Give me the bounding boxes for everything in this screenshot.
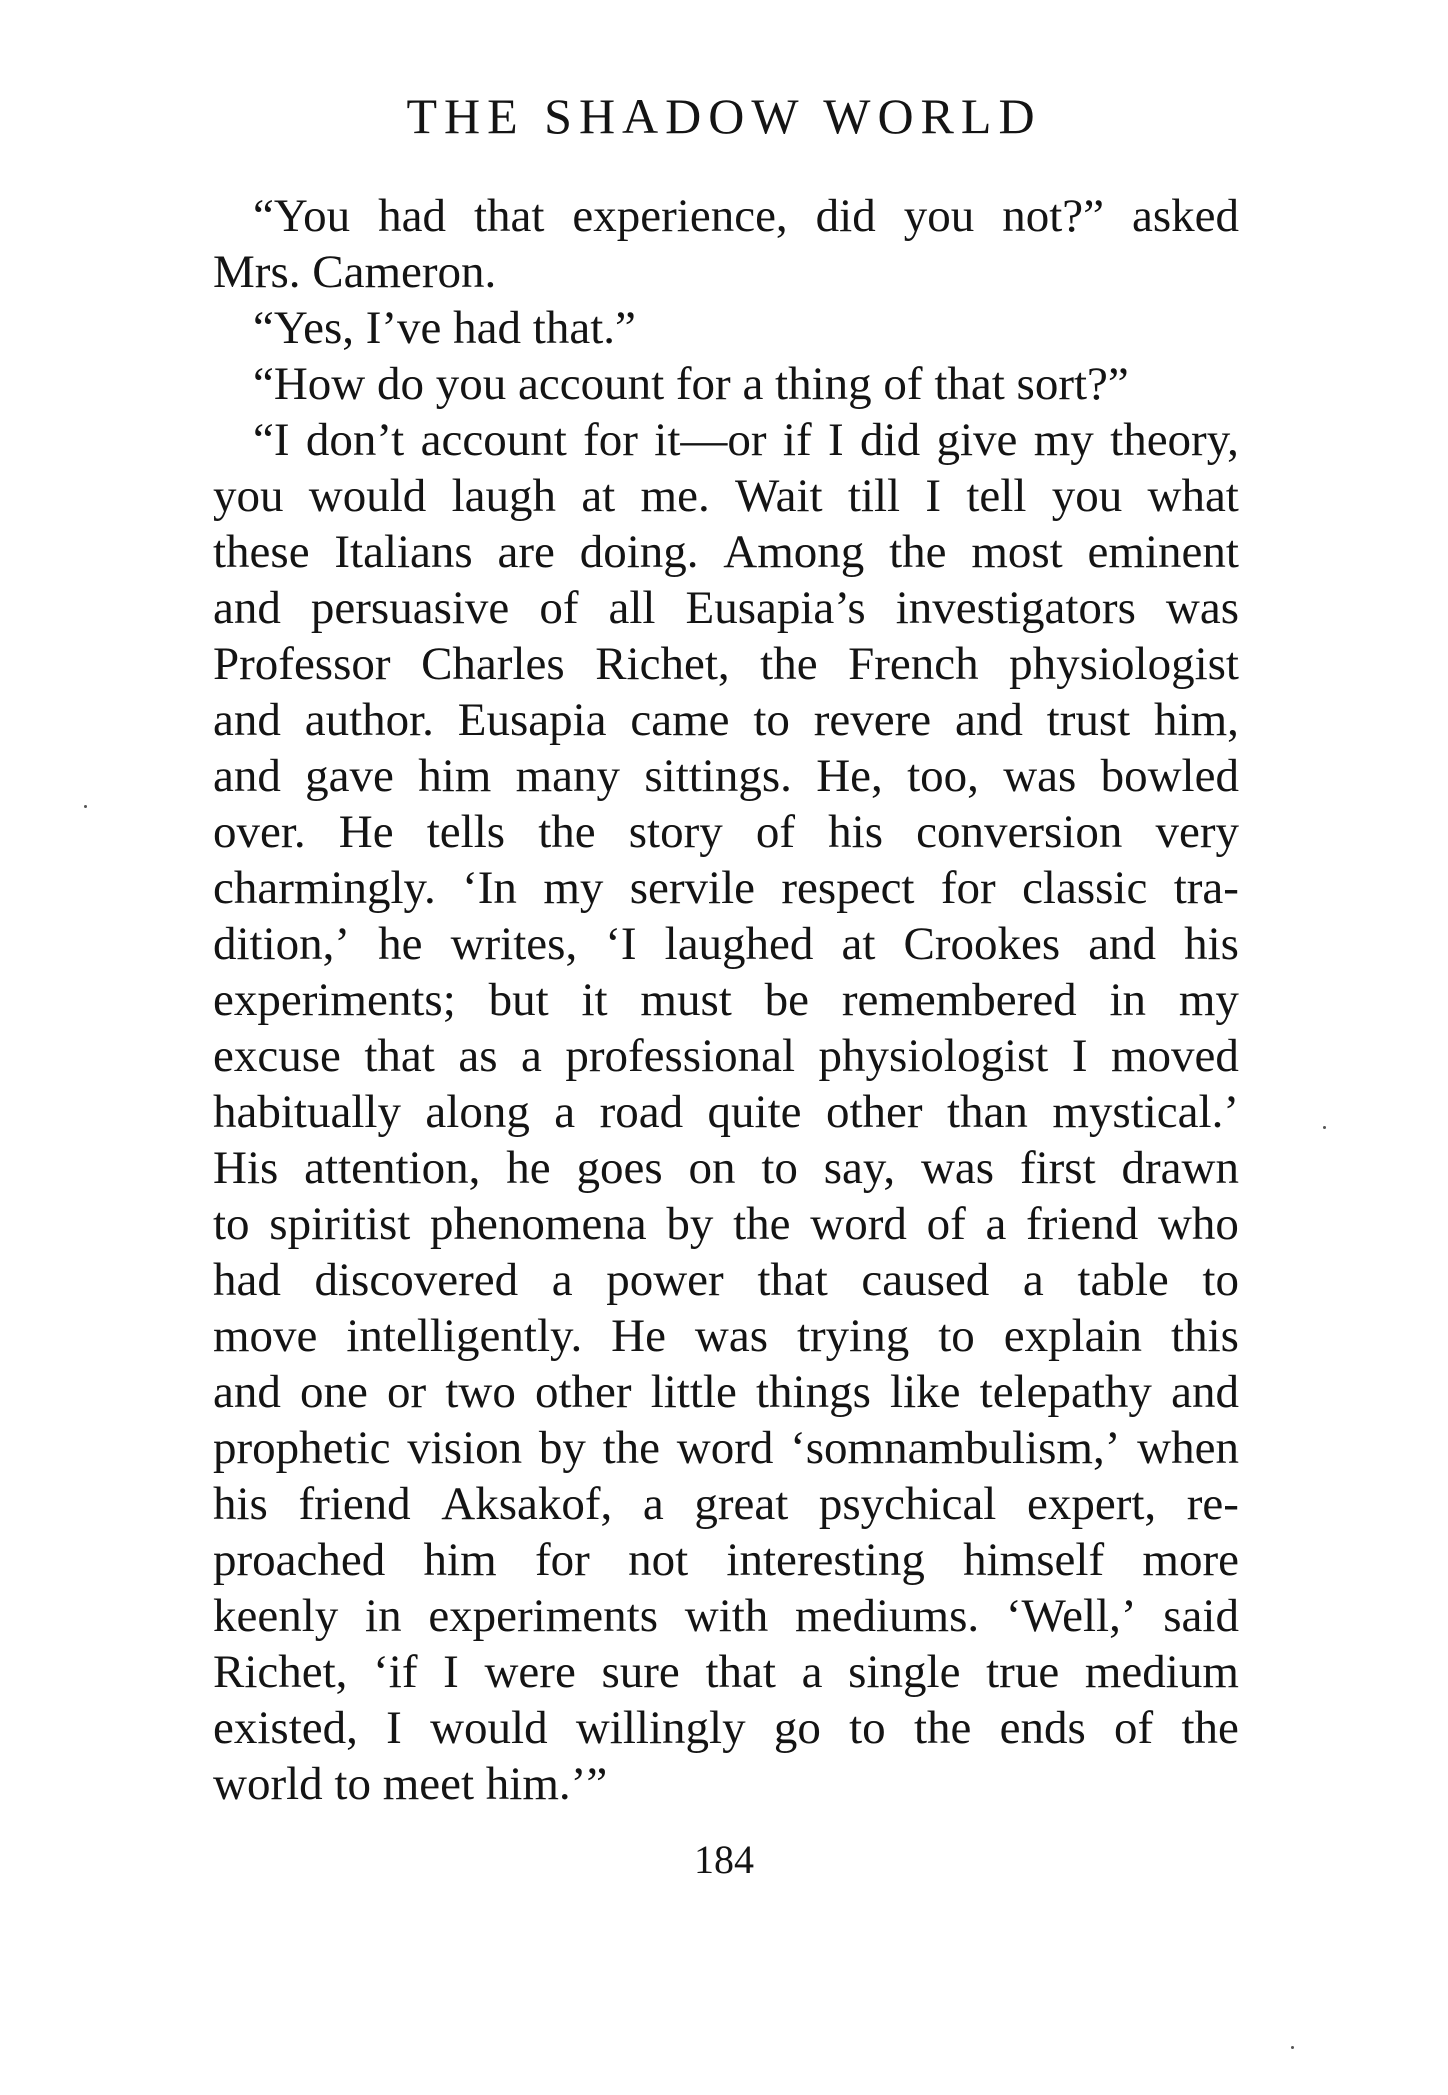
- text-line: [213, 1196, 1239, 1252]
- word: things: [755, 1366, 871, 1418]
- word: in: [365, 1590, 402, 1642]
- word: prophetic: [213, 1422, 391, 1474]
- word: this: [1171, 1310, 1239, 1362]
- word: Italians: [334, 526, 473, 578]
- word: writes,: [450, 918, 578, 970]
- word: Wait: [735, 470, 823, 522]
- word: ‘I: [605, 918, 637, 970]
- word: persuasive: [310, 582, 510, 634]
- text-line: “How do you account for a thing of that sort?”: [253, 358, 1129, 410]
- word: French: [848, 638, 979, 690]
- word: spiritist: [269, 1198, 411, 1250]
- page-number: 184: [694, 1837, 754, 1882]
- word: on: [688, 1142, 736, 1194]
- word: tra-: [1173, 862, 1239, 914]
- word: himself: [963, 1534, 1105, 1586]
- text-line: [213, 1364, 1239, 1420]
- word: his: [213, 1478, 268, 1530]
- word: him: [423, 1534, 497, 1586]
- word: to: [761, 1142, 798, 1194]
- word: discovered: [314, 1254, 519, 1306]
- word: a: [551, 1254, 573, 1306]
- text-line: Mrs. Cameron.: [213, 246, 497, 298]
- word: a: [1022, 1254, 1044, 1306]
- word: His: [213, 1142, 279, 1194]
- word: friend: [298, 1478, 411, 1530]
- text-line: [213, 1644, 1239, 1700]
- word: power: [606, 1254, 724, 1306]
- word: willingly: [575, 1702, 746, 1754]
- word: said: [1163, 1590, 1239, 1642]
- word: tells: [426, 806, 506, 858]
- word: he: [506, 1142, 551, 1194]
- word: Richet,: [213, 1646, 348, 1698]
- word: these: [213, 526, 310, 578]
- word: a: [642, 1478, 664, 1530]
- word: you: [1051, 470, 1123, 522]
- word: a: [985, 1198, 1007, 1250]
- word: me.: [640, 470, 710, 522]
- word: by: [666, 1198, 714, 1250]
- word: physiologist: [818, 1030, 1049, 1082]
- word: servile: [629, 862, 756, 914]
- running-head: THE SHADOW WORLD: [406, 88, 1042, 144]
- word: I: [386, 1702, 402, 1754]
- word: at: [841, 918, 876, 970]
- word: who: [1157, 1198, 1239, 1250]
- word: my: [1033, 414, 1094, 466]
- text-line: [213, 580, 1239, 636]
- text-line: [213, 1700, 1239, 1756]
- word: eminent: [1087, 526, 1239, 578]
- word: tell: [966, 470, 1027, 522]
- word: I: [1071, 1030, 1088, 1082]
- word: word: [810, 1198, 907, 1250]
- word: other: [825, 1086, 923, 1138]
- word: ‘somnambulism,’: [790, 1422, 1121, 1474]
- word: not: [628, 1534, 689, 1586]
- word: single: [848, 1646, 961, 1698]
- word: other: [534, 1366, 632, 1418]
- word: experiments;: [213, 974, 456, 1026]
- word: Richet,: [595, 638, 730, 690]
- word: was: [694, 1310, 769, 1362]
- word: quite: [707, 1086, 802, 1138]
- word: little: [650, 1366, 737, 1418]
- word: Eusapia’s: [685, 582, 866, 634]
- word: would: [430, 1702, 548, 1754]
- word: ‘In: [462, 862, 517, 914]
- word: came: [630, 694, 730, 746]
- word: most: [971, 526, 1063, 578]
- text-line: [213, 1308, 1239, 1364]
- word: all: [608, 582, 656, 634]
- word: revere: [813, 694, 932, 746]
- word: author.: [304, 694, 434, 746]
- word: the: [1181, 1702, 1239, 1754]
- word: intelligently.: [346, 1310, 583, 1362]
- word: professional: [565, 1030, 796, 1082]
- word: habitually: [213, 1086, 401, 1138]
- word: He: [611, 1310, 666, 1362]
- word: a: [520, 1030, 542, 1082]
- word: word: [676, 1422, 774, 1474]
- word: expert,: [1026, 1478, 1157, 1530]
- word: be: [764, 974, 809, 1026]
- word: of: [926, 1198, 966, 1250]
- word: goes: [576, 1142, 663, 1194]
- word: I: [828, 414, 844, 466]
- word: sittings.: [644, 750, 792, 802]
- word: for: [940, 862, 996, 914]
- word: give: [936, 414, 1018, 466]
- word: true: [986, 1646, 1060, 1698]
- word: and: [213, 694, 281, 746]
- word: proached: [213, 1534, 386, 1586]
- word: medium: [1084, 1646, 1239, 1698]
- word: explain: [1003, 1310, 1143, 1362]
- word: must: [640, 974, 732, 1026]
- word: go: [773, 1702, 821, 1754]
- word: don’t: [305, 414, 405, 466]
- word: account: [420, 414, 567, 466]
- word: two: [445, 1366, 516, 1418]
- text-line: [213, 524, 1239, 580]
- word: was: [920, 1142, 995, 1194]
- text-line: [213, 692, 1239, 748]
- word: than: [946, 1086, 1028, 1138]
- word: gave: [305, 750, 394, 802]
- word: to: [849, 1702, 886, 1754]
- word: “I: [253, 414, 290, 466]
- word: with: [684, 1590, 769, 1642]
- word: drawn: [1121, 1142, 1239, 1194]
- text-line: [213, 916, 1239, 972]
- word: the: [913, 1702, 972, 1754]
- word: ends: [999, 1702, 1086, 1754]
- word: to: [213, 1198, 250, 1250]
- text-line: [213, 804, 1239, 860]
- word: ‘if: [373, 1646, 418, 1698]
- word: the: [538, 806, 596, 858]
- word: him: [418, 750, 492, 802]
- word: bowled: [1100, 750, 1239, 802]
- word: Crookes: [903, 918, 1061, 970]
- text-line: [213, 1588, 1239, 1644]
- word: keenly: [213, 1590, 339, 1642]
- word: re-: [1186, 1478, 1239, 1530]
- word: had: [378, 190, 446, 242]
- text-line: [213, 412, 1239, 468]
- word: of: [755, 806, 796, 858]
- word: attention,: [304, 1142, 481, 1194]
- text-line: [213, 1532, 1239, 1588]
- word: of: [539, 582, 579, 634]
- word: respect: [781, 862, 915, 914]
- text-line: [213, 1028, 1239, 1084]
- word: laugh: [451, 470, 557, 522]
- word: that: [757, 1254, 828, 1306]
- word: if: [782, 414, 812, 466]
- word: are: [497, 526, 555, 578]
- word: he: [378, 918, 423, 970]
- word: a: [554, 1086, 576, 1138]
- word: caused: [861, 1254, 990, 1306]
- word: it: [581, 974, 608, 1026]
- word: phenomena: [430, 1198, 647, 1250]
- text-line: [213, 1140, 1239, 1196]
- word: what: [1147, 470, 1239, 522]
- word: story: [628, 806, 723, 858]
- word: the: [889, 526, 947, 578]
- word: sure: [601, 1646, 680, 1698]
- word: I: [443, 1646, 459, 1698]
- word: or: [387, 1366, 427, 1418]
- word: of: [1114, 1702, 1154, 1754]
- text-line: [213, 636, 1239, 692]
- word: Professor: [213, 638, 391, 690]
- word: him,: [1154, 694, 1239, 746]
- word: that: [364, 1030, 435, 1082]
- word: doing.: [579, 526, 699, 578]
- word: and: [213, 750, 281, 802]
- word: a: [801, 1646, 823, 1698]
- word: road: [599, 1086, 684, 1138]
- word: at: [581, 470, 616, 522]
- word: you: [903, 190, 975, 242]
- word: to: [753, 694, 790, 746]
- word: more: [1142, 1534, 1239, 1586]
- word: and: [954, 694, 1023, 746]
- word: you: [213, 470, 284, 522]
- word: very: [1155, 806, 1239, 858]
- word: did: [860, 414, 921, 466]
- word: Aksakof,: [441, 1478, 613, 1530]
- text-line: “Yes, I’ve had that.”: [253, 302, 636, 354]
- text-line: [213, 1084, 1239, 1140]
- word: conversion: [916, 806, 1123, 858]
- word: and: [1171, 1366, 1239, 1418]
- word: many: [515, 750, 621, 802]
- word: not?”: [1002, 190, 1104, 242]
- word: existed,: [213, 1702, 358, 1754]
- word: “You: [253, 190, 351, 242]
- word: the: [760, 638, 818, 690]
- word: physiologist: [1009, 638, 1239, 690]
- word: asked: [1131, 190, 1239, 242]
- word: psychical: [818, 1478, 997, 1530]
- word: I: [925, 470, 942, 522]
- word: till: [847, 470, 901, 522]
- word: first: [1019, 1142, 1096, 1194]
- word: by: [538, 1422, 586, 1474]
- word: the: [733, 1198, 791, 1250]
- word: for: [583, 414, 638, 466]
- word: Among: [723, 526, 865, 578]
- word: excuse: [213, 1030, 341, 1082]
- text-line: [213, 468, 1239, 524]
- text-line: [213, 748, 1239, 804]
- word: in: [1109, 974, 1147, 1026]
- word: classic: [1022, 862, 1148, 914]
- word: and: [213, 1366, 281, 1418]
- word: friend: [1026, 1198, 1139, 1250]
- word: Eusapia: [457, 694, 607, 746]
- word: like: [890, 1366, 961, 1418]
- text-line: [213, 860, 1239, 916]
- word: say,: [823, 1142, 896, 1194]
- word: trust: [1046, 694, 1131, 746]
- word: would: [308, 470, 427, 522]
- text-line: [213, 1252, 1239, 1308]
- word: ‘Well,’: [1005, 1590, 1137, 1642]
- text-line: world to meet him.’”: [213, 1758, 608, 1810]
- word: was: [1165, 582, 1239, 634]
- word: table: [1077, 1254, 1169, 1306]
- text-line: [213, 1476, 1239, 1532]
- word: his: [828, 806, 883, 858]
- word: telepathy: [979, 1366, 1152, 1418]
- word: charmingly.: [213, 862, 436, 914]
- word: laughed: [664, 918, 814, 970]
- word: move: [213, 1310, 318, 1362]
- word: that: [705, 1646, 776, 1698]
- word: remembered: [841, 974, 1077, 1026]
- text-line: [213, 1420, 1239, 1476]
- word: moved: [1111, 1030, 1239, 1082]
- word: was: [1003, 750, 1077, 802]
- print-speck: [1323, 1126, 1326, 1129]
- word: for: [534, 1534, 590, 1586]
- word: experience,: [572, 190, 788, 242]
- text-line: [213, 188, 1239, 244]
- word: over.: [213, 806, 306, 858]
- print-speck: [1291, 2046, 1294, 2049]
- word: but: [488, 974, 549, 1026]
- word: the: [602, 1422, 661, 1474]
- word: that: [473, 190, 545, 242]
- word: did: [815, 190, 876, 242]
- word: one: [300, 1366, 368, 1418]
- word: were: [484, 1646, 576, 1698]
- word: my: [543, 862, 604, 914]
- word: great: [694, 1478, 789, 1530]
- body-text: [213, 188, 1239, 1812]
- word: theory,: [1110, 414, 1239, 466]
- word: as: [458, 1030, 498, 1082]
- word: and: [1088, 918, 1157, 970]
- word: He: [338, 806, 394, 858]
- word: dition,’: [213, 918, 351, 970]
- word: investigators: [895, 582, 1136, 634]
- word: when: [1137, 1422, 1239, 1474]
- word: and: [213, 582, 281, 634]
- word: mystical.’: [1052, 1086, 1239, 1138]
- word: He,: [816, 750, 883, 802]
- word: to: [938, 1310, 975, 1362]
- word: trying: [796, 1310, 910, 1362]
- word: to: [1202, 1254, 1239, 1306]
- text-line: [213, 972, 1239, 1028]
- word: it—or: [654, 414, 767, 466]
- word: interesting: [726, 1534, 925, 1586]
- word: had: [213, 1254, 281, 1306]
- word: along: [425, 1086, 530, 1138]
- word: my: [1178, 974, 1239, 1026]
- print-speck: [84, 805, 87, 808]
- word: Charles: [421, 638, 565, 690]
- word: his: [1184, 918, 1239, 970]
- word: vision: [407, 1422, 523, 1474]
- word: mediums.: [795, 1590, 980, 1642]
- word: too,: [907, 750, 979, 802]
- word: experiments: [428, 1590, 659, 1642]
